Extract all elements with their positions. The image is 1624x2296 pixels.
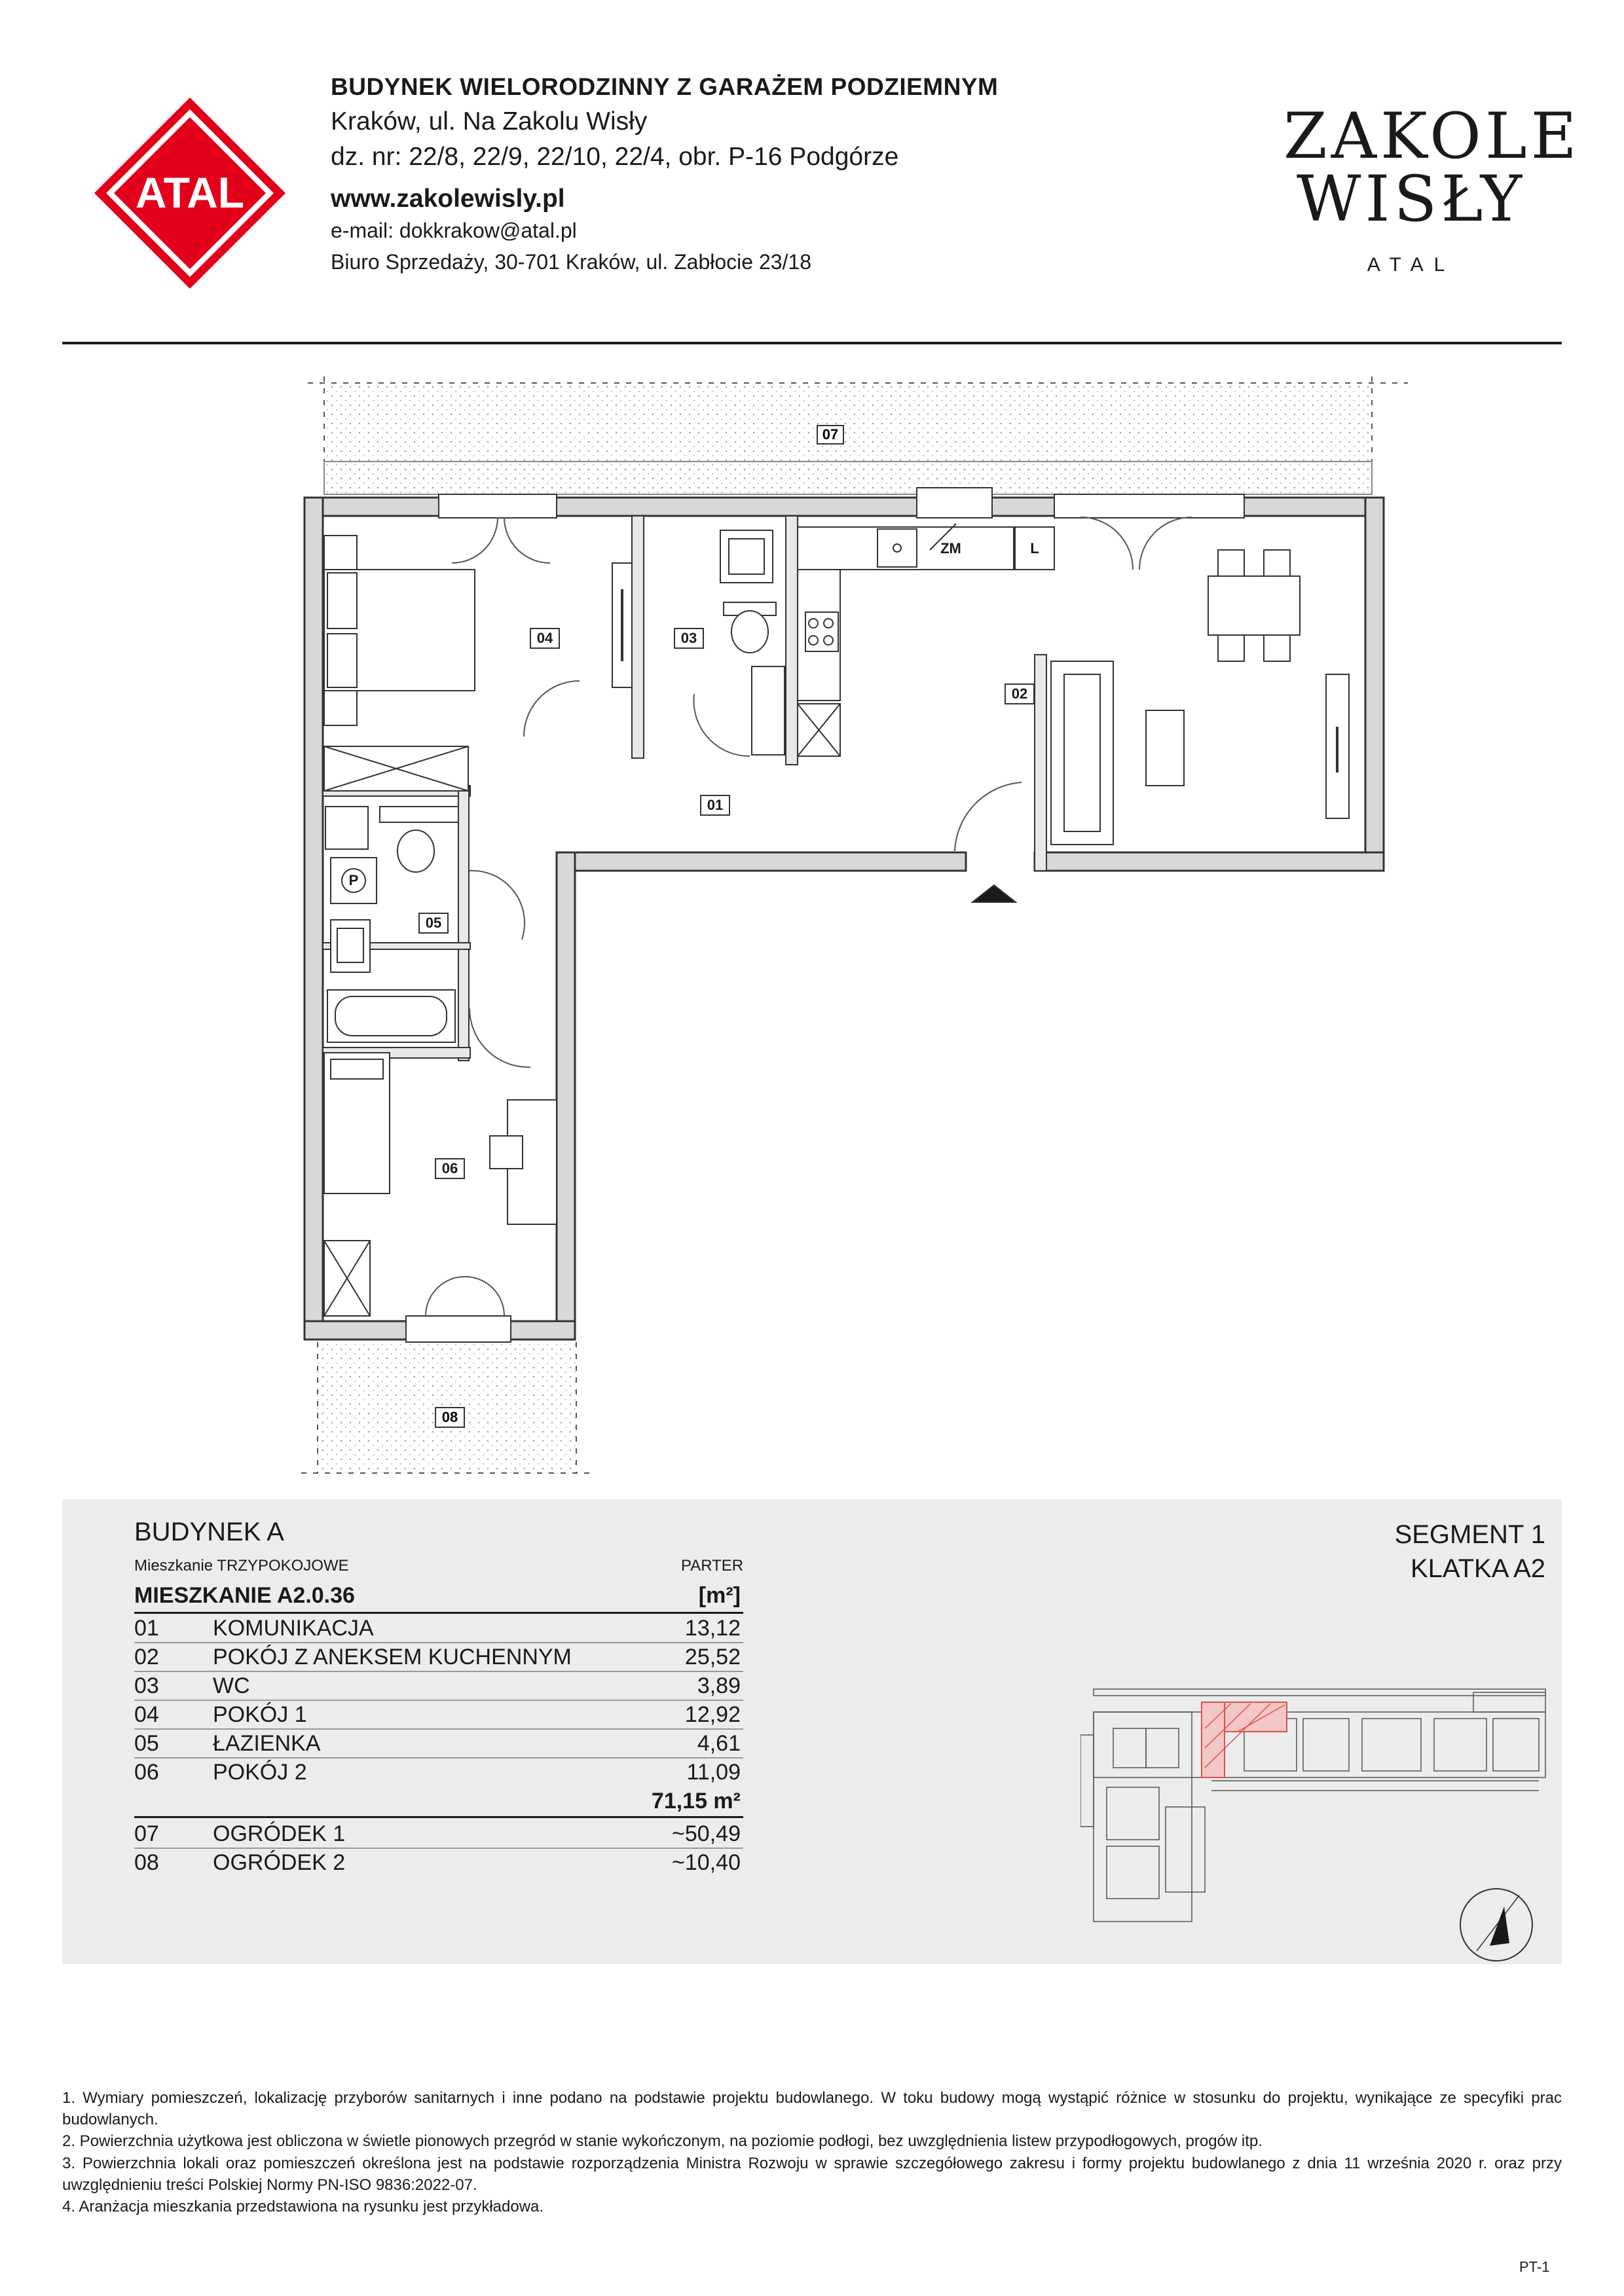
label-02: 02: [1011, 685, 1028, 702]
room-04: [324, 536, 632, 791]
segment-label: SEGMENT 1: [1394, 1520, 1545, 1549]
label-04: 04: [536, 630, 553, 646]
entrance-arrow-icon: [972, 885, 1016, 902]
room-05: [325, 807, 458, 1042]
segment-info: [1362, 1518, 1545, 1586]
label-p: P: [348, 872, 359, 888]
row-num: 08: [134, 1850, 159, 1875]
row-area: 13,12: [684, 1616, 741, 1641]
compass-north-icon: [1457, 1886, 1536, 1964]
label-l: L: [1030, 540, 1039, 556]
room-02: [752, 524, 1349, 845]
room-03: [674, 530, 776, 653]
floor-plan: [0, 354, 1624, 1506]
brand-line-3: ATAL: [1367, 254, 1456, 276]
staircase-label: KLATKA A2: [1410, 1554, 1545, 1583]
zakole-wisly-brand: [1283, 100, 1581, 276]
label-01: 01: [707, 797, 724, 813]
room-06: [324, 1053, 557, 1316]
apartment-number: MIESZKANIE A2.0.36: [134, 1583, 355, 1608]
building-name: BUDYNEK A: [134, 1518, 284, 1546]
apartment-header: [134, 1580, 743, 1614]
note-4: 4. Aranżacja mieszkania przedstawiona na rysunku jest przykładowa.: [62, 2198, 544, 2215]
label-05: 05: [425, 915, 442, 931]
total-area: [134, 1786, 743, 1818]
row-name: KOMUNIKACJA: [213, 1616, 374, 1641]
table-row: [134, 1700, 743, 1730]
row-area: ~50,49: [672, 1821, 741, 1846]
row-num: 04: [134, 1702, 159, 1727]
note-1: 1. Wymiary pomieszczeń, lokalizację przyborów sanitarnych i inne podano na podstawie projektu budowlanego. W toku budowy mogą wystąpić różnice w stosunku do projektu, wynikające ze specyfiki prac budowlanych.: [62, 2089, 1562, 2128]
table-row: [134, 1848, 743, 1876]
table-row: [134, 1613, 743, 1643]
row-name: WC: [213, 1673, 250, 1698]
label-zm: ZM: [940, 540, 961, 556]
label-06: 06: [441, 1160, 458, 1176]
table-row: [134, 1757, 743, 1786]
email-link[interactable]: e-mail: dokkrakow@atal.pl: [331, 219, 577, 242]
table-row: [134, 1819, 743, 1849]
row-area: 25,52: [684, 1645, 741, 1669]
sales-office: Biuro Sprzedaży, 30-701 Kraków, ul. Zabłocie 23/18: [331, 250, 812, 274]
plot-numbers: dz. nr: 22/8, 22/9, 22/10, 22/4, obr. P-16 Podgórze: [331, 143, 899, 171]
row-area: 12,92: [684, 1702, 741, 1727]
row-num: 01: [134, 1616, 159, 1641]
garden-08: [301, 1342, 589, 1473]
row-num: 05: [134, 1731, 159, 1756]
row-name: POKÓJ 2: [213, 1760, 307, 1785]
apartment-type: Mieszkanie TRZYPOKOJOWE: [134, 1557, 349, 1575]
table-row: [134, 1671, 743, 1701]
row-name: OGRÓDEK 1: [213, 1821, 346, 1846]
label-03: 03: [680, 630, 697, 646]
row-num: 06: [134, 1760, 159, 1785]
table-row: [134, 1642, 743, 1672]
address: Kraków, ul. Na Zakolu Wisły: [331, 107, 648, 136]
brand-line-1: ZAKOLE: [1283, 100, 1581, 173]
label-07: 07: [822, 426, 839, 443]
page-id: PT-1: [1519, 2259, 1550, 2275]
label-08: 08: [441, 1409, 458, 1425]
row-num: 02: [134, 1645, 159, 1669]
atal-logo: [92, 95, 288, 291]
header-divider: [62, 342, 1562, 344]
row-area: 11,09: [686, 1760, 741, 1785]
row-num: 07: [134, 1821, 159, 1846]
row-name: OGRÓDEK 2: [213, 1850, 346, 1875]
garden-07: [308, 376, 1408, 494]
area-unit: [m²]: [698, 1583, 741, 1608]
row-name: POKÓJ 1: [213, 1702, 307, 1727]
row-name: ŁAZIENKA: [213, 1731, 321, 1756]
row-area: 4,61: [697, 1731, 741, 1756]
floor-level: PARTER: [681, 1557, 744, 1575]
website-link[interactable]: www.zakolewisly.pl: [331, 185, 565, 213]
brand-line-2: WISŁY: [1296, 162, 1526, 236]
row-num: 03: [134, 1673, 159, 1698]
row-name: POKÓJ Z ANEKSEM KUCHENNYM: [213, 1645, 572, 1669]
building-title: BUDYNEK WIELORODZINNY Z GARAŻEM PODZIEMNYM: [331, 73, 999, 100]
logo-text: ATAL: [135, 168, 245, 217]
note-3: 3. Powierzchnia lokali oraz pomieszczeń określona jest na podstawie rozporządzenia Ministra Rozwoju w sprawie szczegółowego zakresu i formy projektu budowlanego z dnia 11 września 2020 r. oraz przy uwzględnieniu treści Polskiej Normy PN-ISO 9836:2022-07.: [62, 2155, 1562, 2194]
row-area: ~10,40: [672, 1850, 741, 1875]
table-row: [134, 1728, 743, 1758]
note-2: 2. Powierzchnia użytkowa jest obliczona w świetle pionowych przegród w stanie wykończonym, na poziomie podłogi, bez uwzględnienia listew przypodłogowych, progów itp.: [62, 2132, 1263, 2150]
row-area: 3,89: [697, 1673, 741, 1698]
total-area-value: 71,15 m²: [651, 1789, 741, 1813]
